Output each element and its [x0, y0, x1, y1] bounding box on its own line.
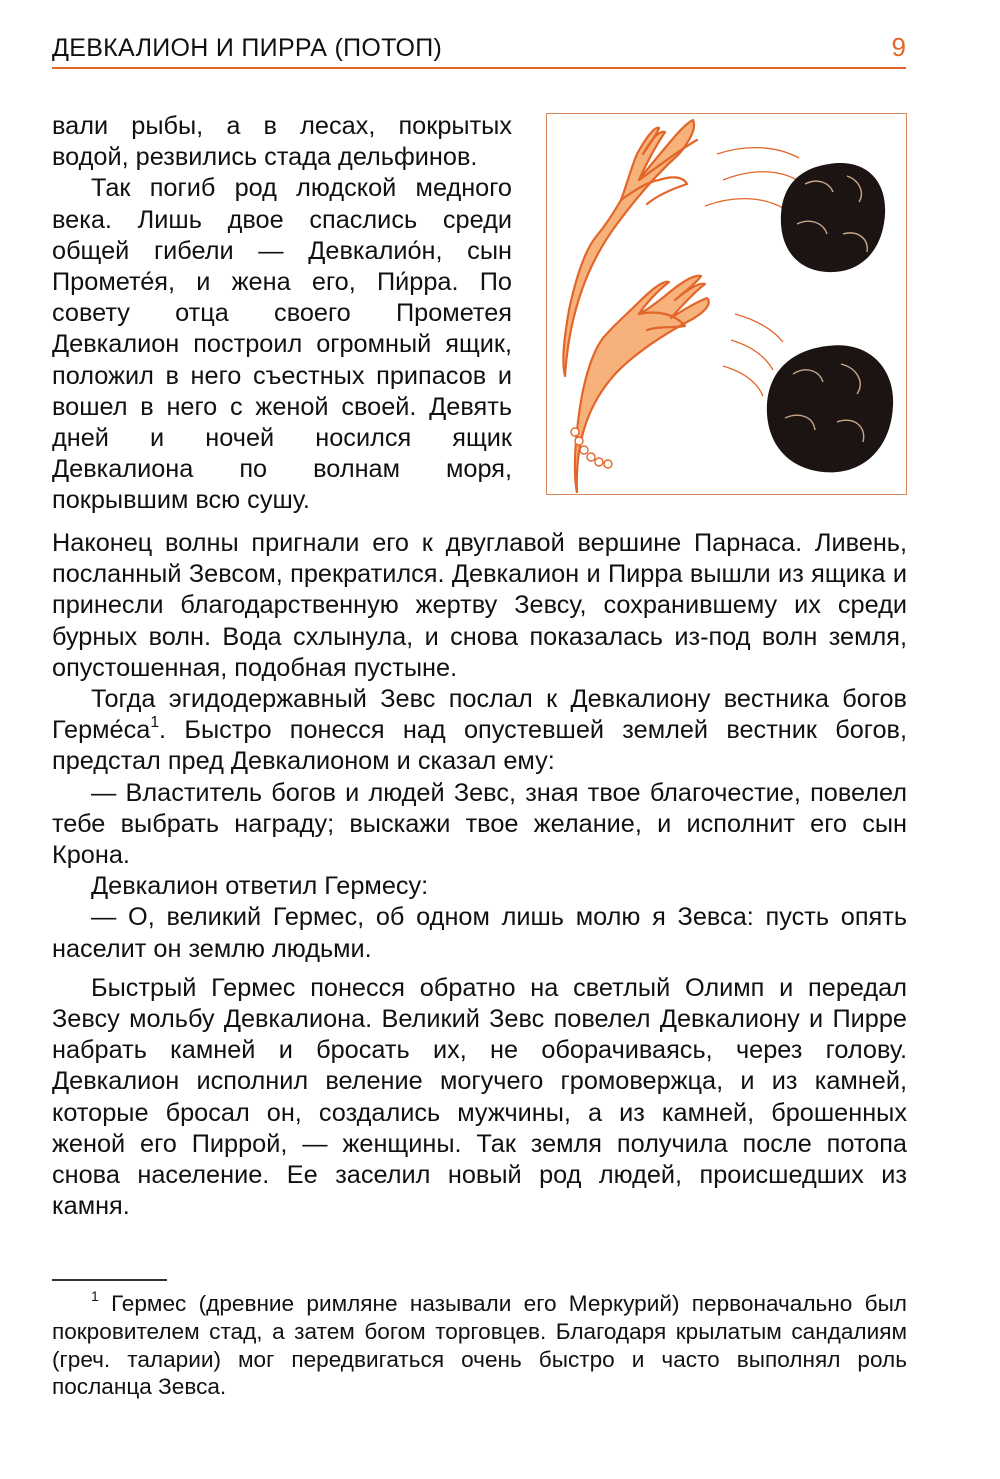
paragraph: — О, великий Гермес, об одном лишь молю я Зевса: пусть опять населит он землю людьми.	[52, 903, 907, 963]
illustration-hands-throwing-stones	[546, 113, 907, 495]
footnote-text: Гермес (древние римляне называли его Меркурий) первоначально был покровителем стад, а затем богом торговцев. Благодаря крылатым сандалиям (греч. таларии) мог передвигаться очень быстро и часто выполнял роль посланца Зевса.	[52, 1291, 907, 1400]
paragraph: Девкалион ответил Гермесу:	[91, 872, 429, 901]
page-number: 9	[891, 32, 906, 62]
chapter-title: ДЕВКАЛИОН И ПИРРА (ПОТОП)	[52, 34, 443, 62]
paragraph: Быстрый Гермес понесся обратно на светлый Олимп и передал Зевсу мольбу Девкалиона. Великий Зевс повелел Девкалиону и Пирре набрать камней и бросать их, не оборачиваясь, через голову. Девкалион исполнил веление могучего громовержца, и из камней, которые бросал он, создались мужчины, а из камней, брошенных женой его Пиррой, — женщины. Так земля получила после потопа снова население. Ее заселил новый род людей, происшедших из камня.	[52, 973, 907, 1221]
body-text	[52, 528, 907, 1222]
paragraph: Так погиб род людской медного века. Лишь двое спаслись среди общей гибели — Девкалио́н, сын Промете́я, и жена его, Пи́рра. По совету отца своего Прометея Девкалион построил огромный ящик, положил в него съестных припасов и вошел в него с женой своей. Девять дней и ночей носился ящик Девкалиона по волнам моря, покрывшим всю сушу.	[52, 174, 512, 515]
stone-upper	[781, 163, 885, 272]
paragraph: — Властитель богов и людей Зевс, зная твое благочестие, повелел тебе выбрать награду; выскажи твое желание, и исполнит его сын Крона.	[52, 778, 907, 870]
footnote-number: 1	[91, 1288, 99, 1305]
paragraph: Наконец волны пригнали его к двуглавой вершине Парнаса. Ливень, посланный Зевсом, прекратился. Девкалион и Пирра вышли из ящика и принесли благодарственную жертву Зевсу, сохранившему их среди бурных волн. Вода схлынула, и снова показалась из-под волн земля, опустошенная, подобная пустыне.	[52, 529, 907, 682]
hands-stones-drawing	[547, 114, 905, 493]
paragraph: вали рыбы, а в лесах, покрытых водой, резвились стада дельфинов.	[52, 112, 512, 172]
header-rule	[52, 67, 906, 69]
footnote-rule	[52, 1279, 167, 1281]
footnote	[52, 1290, 907, 1401]
page-header	[52, 30, 906, 70]
stone-lower	[767, 345, 893, 472]
motion-lines	[705, 148, 799, 396]
column-text	[52, 111, 512, 517]
footnote-mark: 1	[150, 714, 160, 732]
paragraph-hermes: Тогда эгидодержавный Зевс послал к Девкалиону вестника богов $Герме́са^1$. Быстро понесся над опустевшей землей вестник богов, предстал пред Девкалионом и сказал ему:	[52, 685, 907, 776]
